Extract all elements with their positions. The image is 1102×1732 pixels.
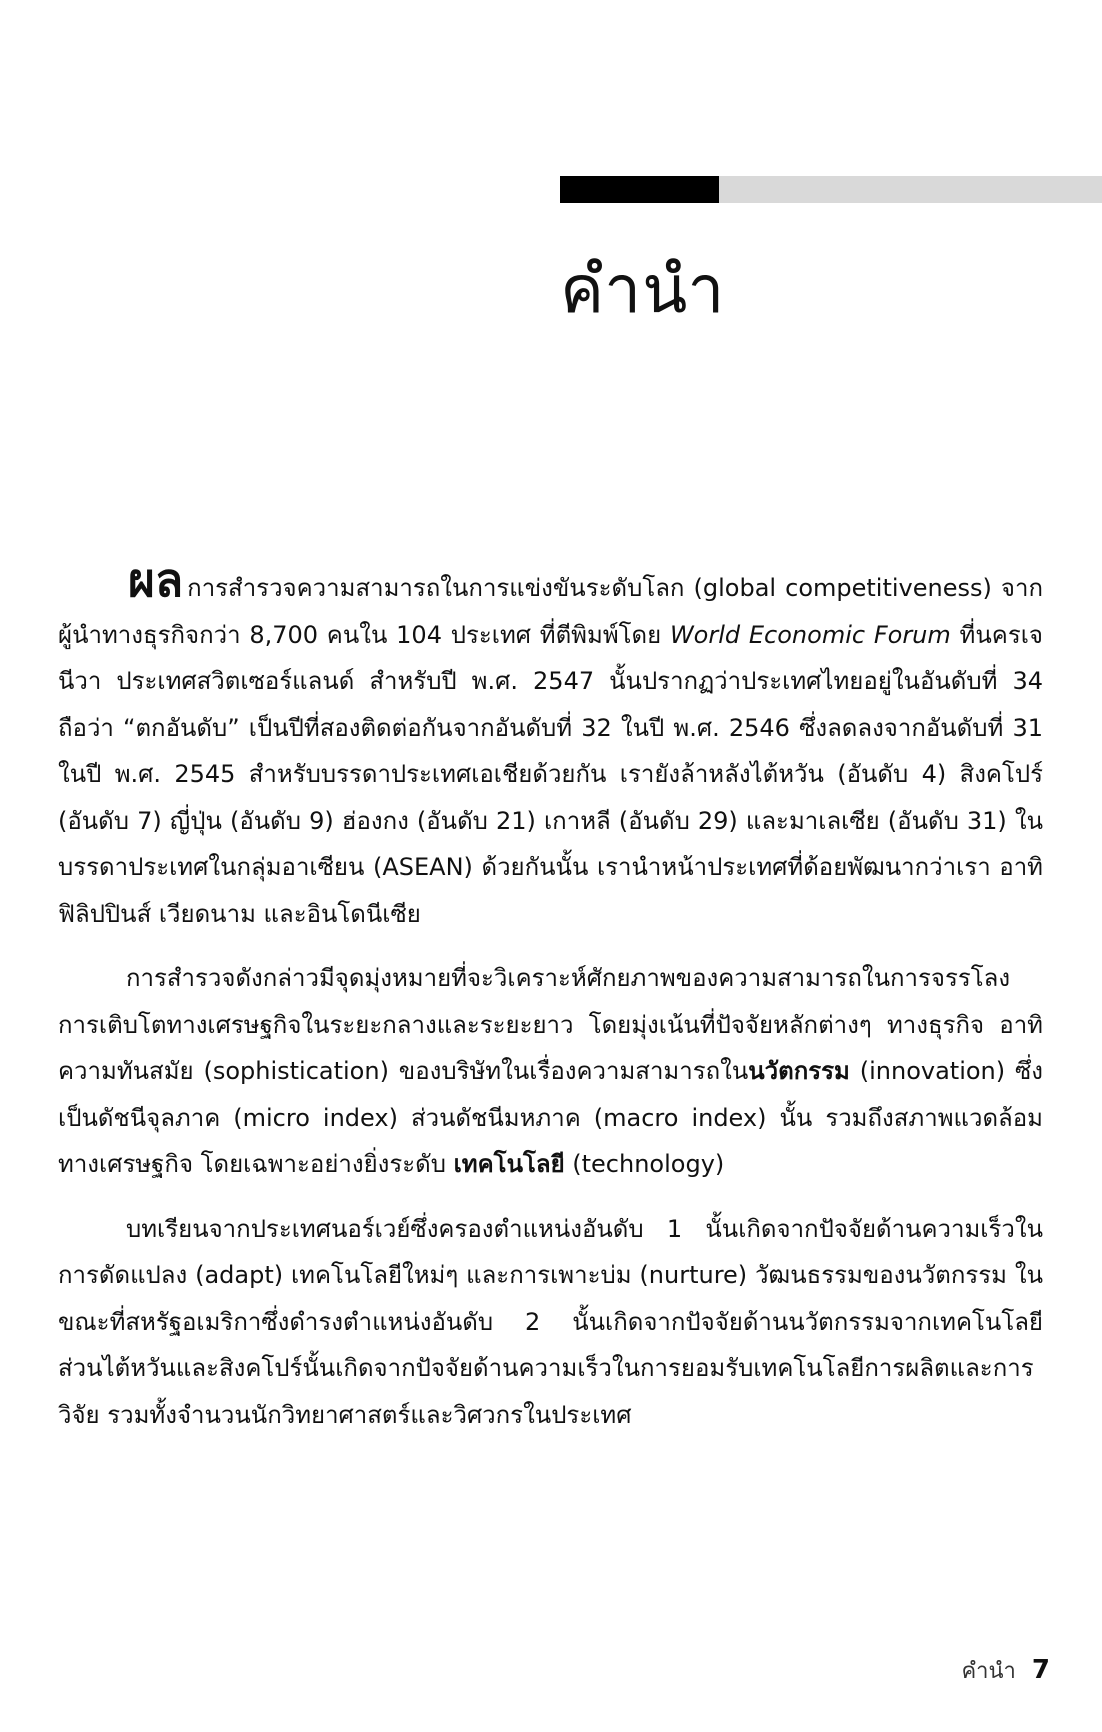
paragraph-1-text-a: การสำรวจความสามารถในการแข่งขันระดับโลก (global competitiveness) จากผู้นำทางธุรกิจกว่า 8,700 คนใน 104 ประเทศ ที่ตีพิมพ์โดย (58, 574, 1043, 649)
paragraph-2 (58, 955, 1043, 1188)
page-footer (955, 1653, 1050, 1693)
paragraph-1-text-b: ที่นครเจนีวา ประเทศสวิตเซอร์แลนด์ สำหรับปี พ.ศ. 2547 นั้นปรากฏว่าประเทศไทยอยู่ในอันดับที่ 34 ถือว่า “ตกอันดับ” เป็นปีที่สองติดต่อกันจากอันดับที่ 32 ในปี พ.ศ. 2546 ซึ่งลดลงจากอันดับที่ 31 ในปี พ.ศ. 2545 สำหรับบรรดาประเทศเอเชียด้วยกัน เรายังล้าหลังไต้หวัน (อันดับ 4) สิงคโปร์ (อันดับ 7) ญี่ปุ่น (อันดับ 9) ฮ่องกง (อันดับ 21) เกาหลี (อันดับ 29) และมาเลเซีย (อันดับ 31) ในบรรดาประเทศในกลุ่มอาเซียน (ASEAN) ด้วยกันนั้น เรานำหน้าประเทศที่ด้อยพัฒนากว่าเรา อาทิ ฟิลิปปินส์ เวียดนาม และอินโดนีเซีย (58, 620, 1043, 928)
chapter-header-bar (560, 176, 1102, 203)
paragraph-1-italic-source: World Economic Forum (669, 620, 951, 649)
body-text (58, 553, 1043, 1456)
paragraph-2-bold-technology: เทคโนโลยี (453, 1150, 565, 1178)
paragraph-3 (58, 1206, 1043, 1439)
footer-chapter-label: คำนำ (961, 1659, 1016, 1684)
header-bar-dark-segment (560, 176, 719, 203)
header-bar-light-segment (719, 176, 1102, 203)
paragraph-2-text-b: (innovation) ซึ่งเป็นดัชนีจุลภาค (micro index) ส่วนดัชนีมหภาค (macro index) นั้น รวมถึงสภาพแวดล้อมทางเศรษฐกิจ โดยเฉพาะอย่างยิ่งระดับ (58, 1057, 1043, 1178)
paragraph-2-bold-innovation: นวัตกรรม (748, 1057, 850, 1085)
paragraph-2-text-a: การสำรวจดังกล่าวมีจุดมุ่งหมายที่จะวิเคราะห์ศักยภาพของความสามารถในการจรรโลงการเติบโตทางเศรษฐกิจในระยะกลางและระยะยาว โดยมุ่งเน้นที่ปัจจัยหลักต่างๆ ทางธุรกิจ อาทิ ความทันสมัย (sophistication) ของบริษัทในเรื่องความสามารถใน (58, 964, 1043, 1085)
page-number: 7 (1031, 1655, 1050, 1685)
page-title: คำนำ (560, 251, 726, 328)
paragraph-1 (58, 553, 1043, 937)
lead-word: ผล (128, 553, 184, 607)
paragraph-3-text: บทเรียนจากประเทศนอร์เวย์ซึ่งครองตำแหน่งอันดับ 1 นั้นเกิดจากปัจจัยด้านความเร็วในการดัดแปลง (adapt) เทคโนโลยีใหม่ๆ และการเพาะบ่ม (nurture) วัฒนธรรมของนวัตกรรม ในขณะที่สหรัฐอเมริกาซึ่งดำรงตำแหน่งอันดับ 2 นั้นเกิดจากปัจจัยด้านนวัตกรรมจากเทคโนโลยี ส่วนไต้หวันและสิงคโปร์นั้นเกิดจากปัจจัยด้านความเร็วในการยอมรับเทคโนโลยีการผลิตและการวิจัย รวมทั้งจำนวนนักวิทยาศาสตร์และวิศวกรในประเทศ (58, 1214, 1043, 1429)
paragraph-2-text-c: (technology) (564, 1150, 725, 1178)
